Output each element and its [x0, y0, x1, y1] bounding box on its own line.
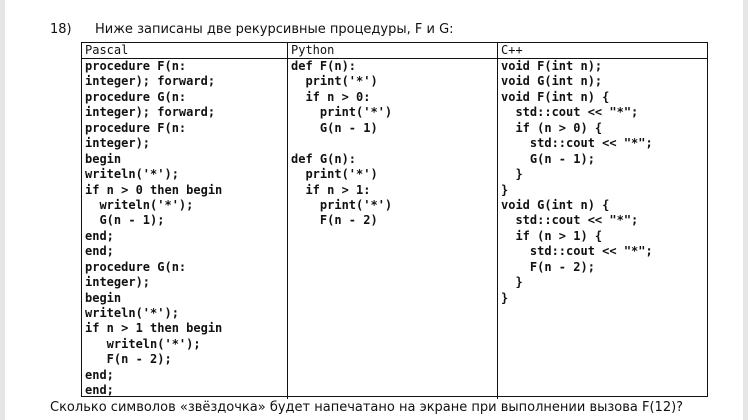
header-python: Python — [287, 43, 497, 58]
task-statement: Ниже записаны две рекурсивные процедуры, F и G: — [95, 22, 454, 37]
code-line: print('*') — [291, 167, 378, 182]
code-line: void F(int n) { — [501, 89, 610, 104]
code-line: integer); — [85, 136, 151, 151]
code-line: writeln('*'); — [85, 336, 201, 351]
code-line: if n > 1 then begin — [85, 321, 223, 336]
code-line: writeln('*'); — [85, 306, 179, 320]
code-line: print('*') — [291, 197, 393, 212]
code-line: begin — [85, 151, 122, 166]
code-line: } — [501, 275, 523, 290]
code-line: writeln('*'); — [85, 167, 179, 182]
code-line: if n > 0 then begin — [85, 182, 223, 197]
code-line: procedure G(n: — [85, 259, 187, 274]
right-page-edge — [743, 0, 748, 420]
code-line: std::cout << "*"; — [501, 136, 653, 151]
task-number: 18) — [50, 22, 72, 37]
code-line: integer); forward; — [85, 105, 216, 120]
code-line: procedure G(n: — [85, 89, 187, 104]
code-line: } — [501, 290, 509, 305]
code-line: def F(n): — [291, 59, 357, 73]
code-line: } — [501, 167, 523, 182]
code-line: end; — [85, 383, 114, 398]
left-page-edge — [0, 0, 5, 420]
code-line: integer); — [85, 275, 151, 290]
code-line: G(n - 1) — [291, 120, 378, 135]
code-line: F(n - 2) — [291, 213, 378, 228]
question-text: Сколько символов «звёздочка» будет напечатано на экране при выполнении вызова F(12)? — [50, 400, 684, 415]
code-line: F(n - 2); — [85, 352, 172, 367]
code-line: begin — [85, 290, 122, 305]
code-line: if (n > 0) { — [501, 120, 603, 135]
code-line: def G(n): — [291, 151, 357, 166]
code-line: if n > 1: — [291, 182, 371, 197]
code-line: void G(int n); — [501, 74, 603, 89]
code-line: } — [501, 182, 509, 197]
code-line: if n > 0: — [291, 89, 371, 104]
code-line: std::cout << "*"; — [501, 213, 639, 228]
code-table — [81, 42, 708, 397]
code-line: if (n > 1) { — [501, 228, 603, 243]
cpp-code-column — [497, 59, 707, 399]
code-line: std::cout << "*"; — [501, 105, 639, 120]
code-line — [291, 136, 497, 151]
code-line: print('*') — [291, 105, 393, 120]
code-line: G(n - 1); — [85, 213, 165, 228]
code-line: procedure F(n: — [85, 59, 187, 73]
code-line: writeln('*'); — [85, 197, 194, 212]
table-body-row — [82, 59, 707, 399]
pascal-code-column — [82, 59, 287, 399]
code-line: print('*') — [291, 74, 378, 89]
header-cpp: C++ — [497, 43, 707, 58]
code-line: void G(int n) { — [501, 197, 610, 212]
code-line: procedure F(n: — [85, 120, 187, 135]
code-line: void F(int n); — [501, 59, 603, 73]
code-line: std::cout << "*"; — [501, 244, 653, 259]
code-line: G(n - 1); — [501, 151, 595, 166]
code-line: F(n - 2); — [501, 259, 595, 274]
table-header-row — [82, 43, 707, 59]
code-line: end; — [85, 228, 114, 243]
code-line: end; — [85, 244, 114, 259]
code-line: integer); forward; — [85, 74, 216, 89]
code-line: end; — [85, 367, 114, 382]
header-pascal: Pascal — [85, 43, 129, 57]
python-code-column — [287, 59, 497, 399]
